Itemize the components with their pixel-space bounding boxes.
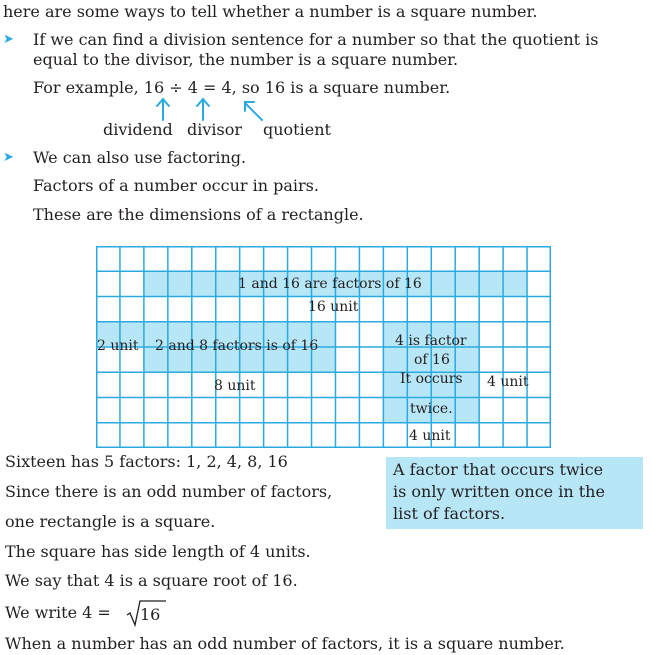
dividend-arrow-icon — [157, 99, 169, 120]
bullet1-line1: If we can find a division sentence for a number so that the quotient is — [33, 30, 599, 49]
bullet-arrow-icon: ➤ — [3, 150, 14, 165]
bullet2-line1: We can also use factoring. — [33, 148, 247, 167]
rect-16x1-label: 1 and 16 are factors of 16 — [238, 276, 422, 292]
body-line3: one rectangle is a square. — [5, 512, 216, 531]
note-line1: A factor that occurs twice — [393, 460, 604, 479]
rect-2x8-width-label: 8 unit — [214, 378, 256, 394]
bullet2-line3: These are the dimensions of a rectangle. — [33, 205, 364, 224]
note-line2: is only written once in the — [393, 482, 605, 501]
quotient-arrow-icon — [245, 102, 262, 120]
square-height-label: 4 unit — [487, 374, 529, 390]
quotient-label: quotient — [263, 120, 331, 139]
division-example: For example, 16 ÷ 4 = 4, so 16 is a square number. — [33, 78, 451, 97]
divisor-label: divisor — [187, 120, 243, 139]
square-label-line4: twice. — [410, 401, 453, 417]
dividend-label: dividend — [103, 120, 173, 139]
body-line2: Since there is an odd number of factors, — [5, 482, 333, 501]
body-line1: Sixteen has 5 factors: 1, 2, 4, 8, 16 — [5, 452, 288, 471]
square-width-label: 4 unit — [409, 428, 451, 444]
divisor-arrow-icon — [197, 99, 209, 120]
square-label-line2: of 16 — [414, 352, 450, 368]
body-line5: We say that 4 is a square root of 16. — [5, 571, 298, 590]
square-label-line1: 4 is factor — [395, 333, 467, 349]
conclusion-text: When a number has an odd number of factors, it is a square number. — [5, 634, 565, 653]
bullet-arrow-icon: ➤ — [3, 32, 14, 47]
square-label-line3: It occurs — [400, 371, 463, 387]
note-line3: list of factors. — [393, 504, 506, 523]
rect-16x1-side-label: 16 unit — [308, 299, 359, 315]
bullet1-line2: equal to the divisor, the number is a square number. — [33, 50, 459, 69]
factor-note-box — [386, 457, 643, 529]
rect-2x8-height-label: 2 unit — [97, 338, 139, 354]
rect-2x8-label: 2 and 8 factors is of 16 — [155, 338, 319, 354]
radicand: 16 — [140, 605, 161, 624]
factor-rectangles-diagram — [96, 246, 551, 448]
bullet2-line2: Factors of a number occur in pairs. — [33, 176, 319, 195]
body-line6: We write 4 = — [5, 603, 111, 622]
body-line4: The square has side length of 4 units. — [5, 542, 311, 561]
intro-text: here are some ways to tell whether a number is a square number. — [3, 2, 538, 21]
